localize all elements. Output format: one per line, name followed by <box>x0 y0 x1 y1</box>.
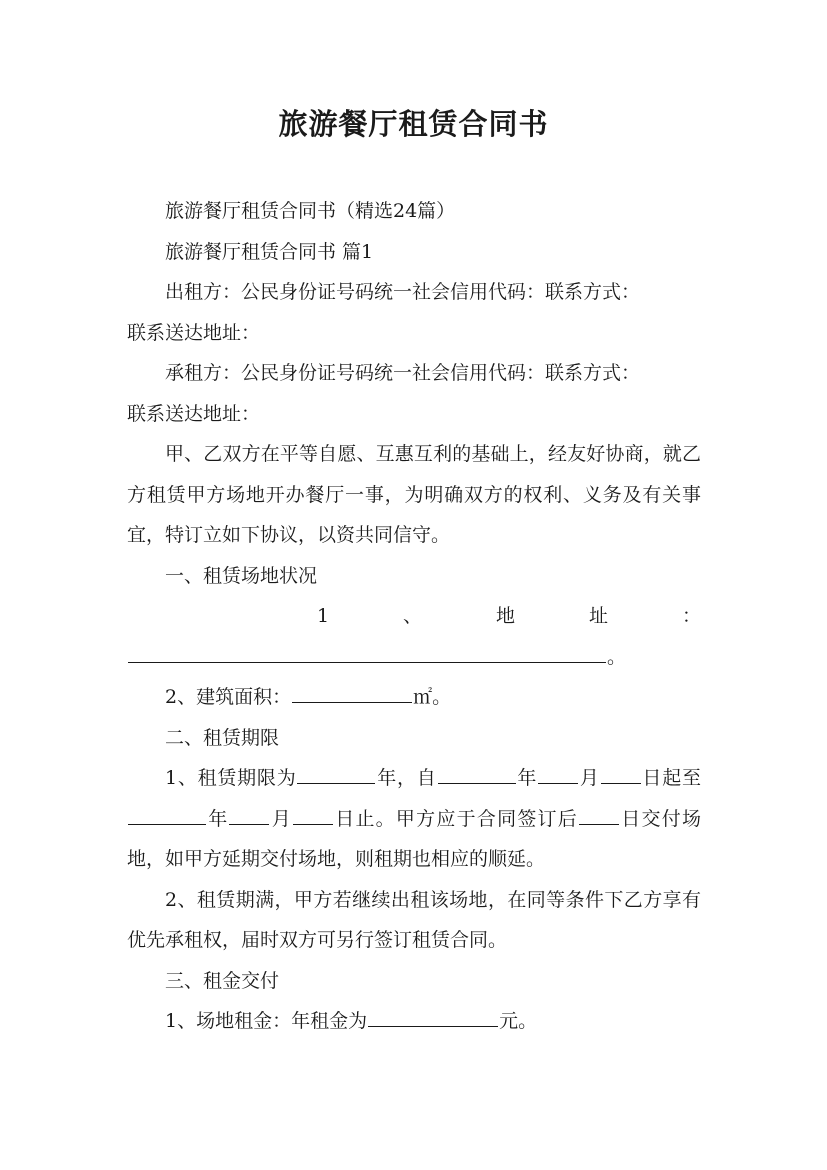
rent-blank[interactable] <box>368 1004 498 1027</box>
heading-term: 二、租赁期限 <box>165 726 280 749</box>
lessee-line: 承租方：公民身份证号码统一社会信用代码：联系方式： <box>165 362 641 384</box>
area-line <box>127 677 701 718</box>
intro-paragraph: 甲、乙双方在平等自愿、互惠互利的基础上，经友好协商，就乙方租赁甲方场地开办餐厅一事，为明确双方的权利、义务及有关事宜，特订立如下协议，以资共同信守。 <box>127 443 701 546</box>
address-label-line <box>127 596 701 637</box>
area-label: 2、建筑面积： <box>165 686 292 708</box>
end-month-blank[interactable] <box>229 802 269 825</box>
rent-unit: 元。 <box>499 1010 538 1032</box>
rent-line <box>127 1001 701 1042</box>
document-subtitle: 旅游餐厅租赁合同书（精选24篇） <box>165 200 456 222</box>
renewal-paragraph: 2、租赁期满，甲方若继续出租该场地，在同等条件下乙方享有优先承租权，届时双方可另行签订租赁合同。 <box>127 888 701 951</box>
term-text: 年 <box>516 767 538 789</box>
term-years-blank[interactable] <box>297 761 375 784</box>
end-year-blank[interactable] <box>128 802 206 825</box>
lessor-address-line: 联系送达地址： <box>127 321 261 344</box>
start-day-blank[interactable] <box>601 761 641 784</box>
area-blank[interactable] <box>292 680 412 703</box>
heading-rent: 三、租金交付 <box>165 969 280 992</box>
document-title: 旅游餐厅租赁合同书 <box>278 107 549 141</box>
term-text: 年，自 <box>376 767 437 789</box>
address-end: 。 <box>607 645 627 668</box>
address-label-char: ： <box>681 605 701 627</box>
document-body <box>127 191 701 1042</box>
term-text: 日起至 <box>641 767 701 789</box>
term-text: 年 <box>207 807 229 830</box>
heading-premises: 一、租赁场地状况 <box>165 564 318 587</box>
address-label-char: 地 <box>496 605 516 627</box>
handover-days-blank[interactable] <box>579 802 619 825</box>
address-label-char: 、 <box>403 605 423 627</box>
term-text: 月 <box>270 807 292 830</box>
area-unit: ㎡。 <box>413 686 452 708</box>
term-paragraph <box>127 758 701 880</box>
start-year-blank[interactable] <box>438 761 516 784</box>
rent-label: 1、场地租金：年租金为 <box>165 1010 368 1032</box>
address-label-char: 1 <box>317 605 330 627</box>
term-text: 1、租赁期限为 <box>165 767 297 789</box>
start-month-blank[interactable] <box>538 761 578 784</box>
lessor-line: 出租方：公民身份证号码统一社会信用代码：联系方式： <box>165 281 641 303</box>
address-blank-line <box>127 637 701 678</box>
end-day-blank[interactable] <box>293 802 333 825</box>
term-text: 月 <box>579 767 600 789</box>
section-heading: 旅游餐厅租赁合同书 篇1 <box>165 240 374 263</box>
address-blank[interactable] <box>128 640 606 663</box>
term-text: 日止。甲方应于合同签订后 <box>333 807 579 830</box>
lessee-address-line: 联系送达地址： <box>127 402 261 425</box>
address-label-char: 址 <box>588 605 608 627</box>
term-text: 日交付场地，如甲方延期交付场地，则租期也相应的顺延。 <box>127 807 701 870</box>
